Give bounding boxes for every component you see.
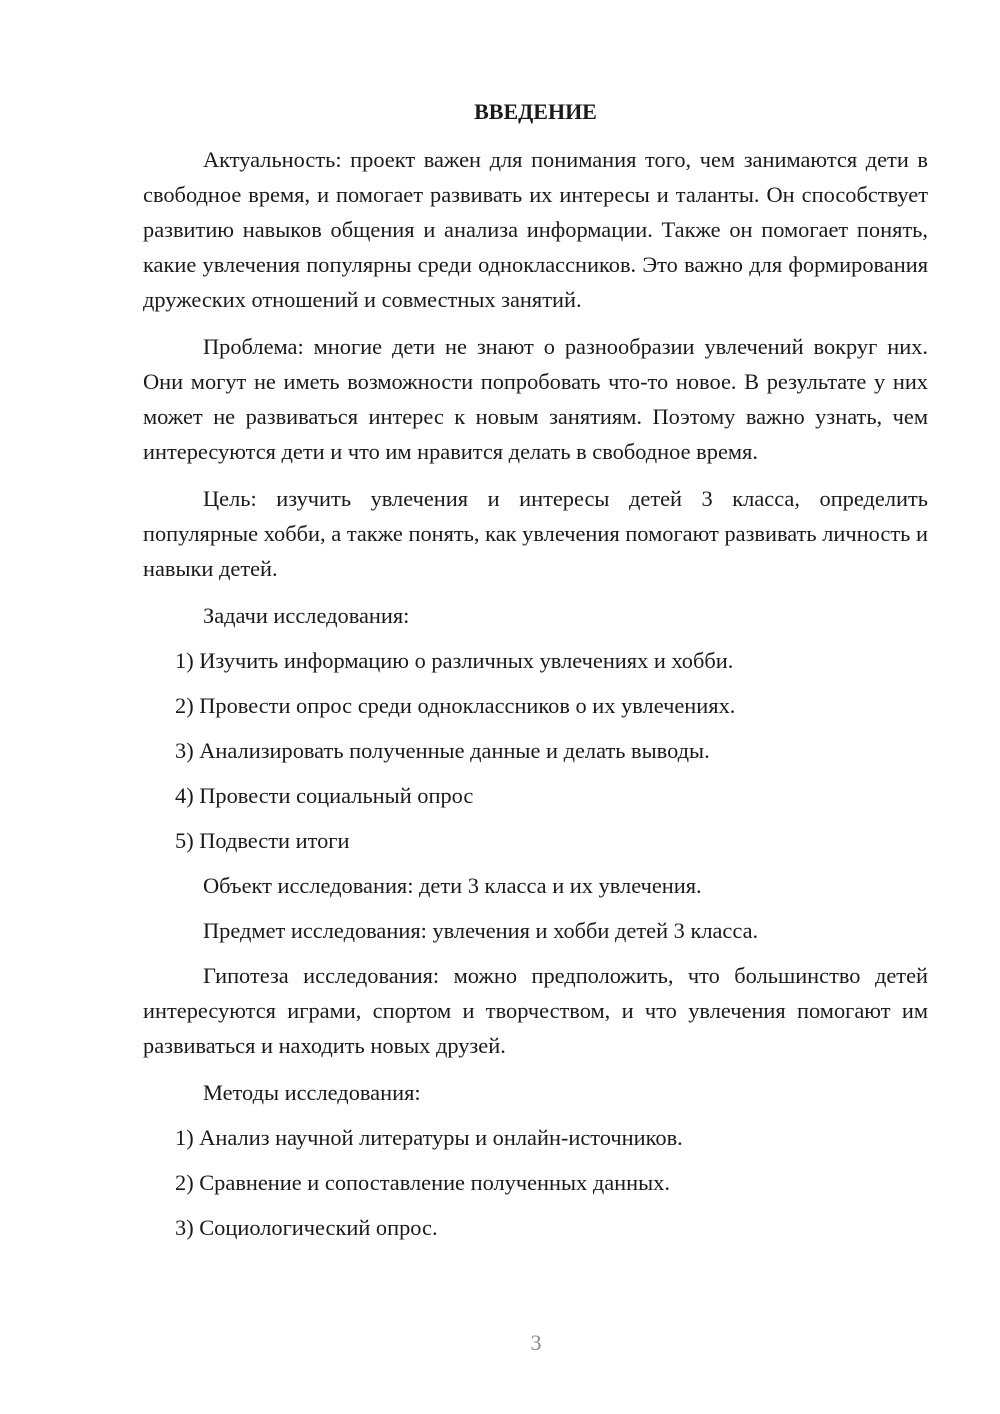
relevance-paragraph: Актуальность: проект важен для понимания того, чем занимаются дети в свободное время, и помогает развивать их интересы и таланты. Он способствует развитию навыков общения и анализа информации. Также он помогает понять, какие увлечения популярны среди одноклассников. Это важно для формирования дружеских отношений и совместных занятий. (143, 147, 928, 312)
methods-list (143, 1120, 928, 1245)
list-item: 1) Анализ научной литературы и онлайн-источников. (175, 1125, 683, 1150)
tasks-heading: Задачи исследования: (203, 603, 410, 628)
document-page (143, 94, 928, 1255)
problem-paragraph: Проблема: многие дети не знают о разнообразии увлечений вокруг них. Они могут не иметь возможности попробовать что-то новое. В результате у них может не развиваться интерес к новым занятиям. Поэтому важно узнать, чем интересуются дети и что им нравится делать в свободное время. (143, 334, 928, 464)
goal-paragraph: Цель: изучить увлечения и интересы детей 3 класса, определить популярные хобби, а также понять, как увлечения помогают развивать личность и навыки детей. (143, 486, 928, 581)
subject-paragraph: Предмет исследования: увлечения и хобби детей 3 класса. (203, 918, 759, 943)
list-item: 2) Провести опрос среди одноклассников о их увлечениях. (175, 693, 736, 718)
hypothesis-paragraph: Гипотеза исследования: можно предположить, что большинство детей интересуются играми, спортом и творчеством, и что увлечения помогают им развиваться и находить новых друзей. (143, 963, 928, 1058)
list-item: 4) Провести социальный опрос (175, 783, 474, 808)
object-paragraph: Объект исследования: дети 3 класса и их увлечения. (203, 873, 702, 898)
list-item: 2) Сравнение и сопоставление полученных данных. (175, 1170, 670, 1195)
list-item: 3) Анализировать полученные данные и делать выводы. (175, 738, 710, 763)
list-item: 3) Социологический опрос. (175, 1215, 438, 1240)
methods-heading: Методы исследования: (203, 1080, 421, 1105)
list-item: 1) Изучить информацию о различных увлечениях и хобби. (175, 648, 734, 673)
tasks-list (143, 643, 928, 858)
section-title: ВВЕДЕНИЕ (474, 99, 597, 124)
list-item: 5) Подвести итоги (175, 828, 350, 853)
page-number: 3 (530, 1330, 542, 1355)
